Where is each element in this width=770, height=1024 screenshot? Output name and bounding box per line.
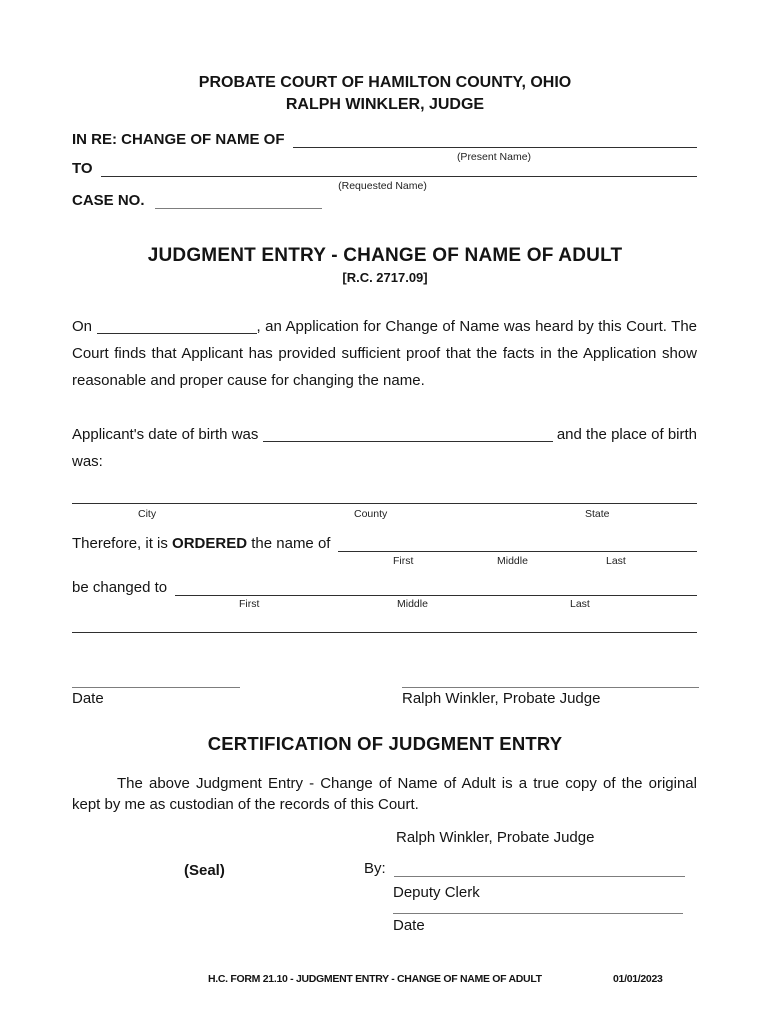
to-row xyxy=(72,160,697,177)
judge-signature-label: Ralph Winkler, Probate Judge xyxy=(402,690,601,707)
deputy-clerk-label: Deputy Clerk xyxy=(393,884,480,901)
certification-date-label: Date xyxy=(393,917,425,934)
ordered-name-labels xyxy=(72,555,697,569)
judge-name-header: RALPH WINKLER, JUDGE xyxy=(285,96,485,113)
in-re-label: IN RE: CHANGE OF NAME OF xyxy=(72,131,285,148)
birth-place-field[interactable] xyxy=(72,503,697,524)
to-label: TO xyxy=(72,160,93,177)
certification-heading: CERTIFICATION OF JUDGMENT ENTRY xyxy=(207,733,563,754)
document-title-block xyxy=(0,245,770,285)
judgment-paragraph-line2: Court finds that Applicant has provided sufficient proof that the facts in the Application show xyxy=(72,345,697,362)
middle-name-label: Middle xyxy=(497,555,528,567)
p2-pre-text: Applicant's date of birth was xyxy=(72,426,259,443)
present-name-field[interactable] xyxy=(293,131,698,148)
hearing-date-field[interactable] xyxy=(97,320,257,334)
middle-name-label: Middle xyxy=(397,598,428,610)
seal-label: (Seal) xyxy=(184,862,225,879)
birth-paragraph-line2: was: xyxy=(72,453,103,470)
changed-name-labels xyxy=(72,598,697,612)
form-footer xyxy=(0,973,770,993)
form-id: H.C. FORM 21.10 - JUDGMENT ENTRY - CHANGE OF NAME OF ADULT xyxy=(208,973,542,985)
deputy-clerk-signature-field[interactable] xyxy=(394,860,685,877)
certification-judge-name: Ralph Winkler, Probate Judge xyxy=(396,829,595,846)
by-signature-row xyxy=(364,860,685,877)
judgment-paragraph-line3: reasonable and proper cause for changing the name. xyxy=(72,372,425,389)
judgment-paragraph-line1 xyxy=(72,313,697,340)
signature-row xyxy=(72,671,697,711)
p1-rest-text: , an Application for Change of Name was heard by this Court. The xyxy=(256,318,697,335)
p2-post-text: and the place of birth xyxy=(556,426,698,443)
present-name-hint: (Present Name) xyxy=(456,151,532,163)
document-title: JUDGMENT ENTRY - CHANGE OF NAME OF ADULT xyxy=(147,245,623,266)
extra-name-field[interactable] xyxy=(72,632,697,635)
birth-date-field[interactable] xyxy=(263,428,553,442)
case-no-label: CASE NO. xyxy=(72,192,145,209)
ordered-row xyxy=(72,535,697,552)
form-revision-date: 01/01/2023 xyxy=(613,973,663,985)
judgment-paragraph xyxy=(72,313,697,394)
case-no-field[interactable] xyxy=(155,192,322,209)
changed-name-field[interactable] xyxy=(175,579,697,596)
birth-paragraph-line1 xyxy=(72,421,697,448)
judge-signature-block xyxy=(402,671,699,707)
changed-to-label: be changed to xyxy=(72,579,168,596)
p1-on-text: On xyxy=(72,318,93,335)
city-label: City xyxy=(138,508,157,520)
in-re-row xyxy=(72,131,697,148)
requested-name-field[interactable] xyxy=(101,160,697,177)
certification-date-field[interactable] xyxy=(393,913,683,916)
requested-name-hint: (Requested Name) xyxy=(338,180,427,192)
court-header xyxy=(0,72,770,116)
ordered-name-field[interactable] xyxy=(338,535,697,552)
first-name-label: First xyxy=(393,555,414,567)
first-name-label: First xyxy=(239,598,260,610)
certification-paragraph: The above Judgment Entry - Change of Name of Adult is a true copy of the original kept by me as custodian of the records of this Court. xyxy=(72,775,697,813)
date-signature-block xyxy=(72,671,240,707)
changed-to-row xyxy=(72,579,697,596)
date-signed-label: Date xyxy=(72,690,104,707)
judge-signature-field[interactable] xyxy=(402,671,699,688)
state-label: State xyxy=(585,508,610,520)
court-name: PROBATE COURT OF HAMILTON COUNTY, OHIO xyxy=(198,74,572,91)
ordered-pre-text: Therefore, it is xyxy=(72,535,168,552)
last-name-label: Last xyxy=(570,598,590,610)
statute-reference: [R.C. 2717.09] xyxy=(342,270,428,285)
birth-paragraph xyxy=(72,421,697,475)
case-no-row xyxy=(72,192,352,209)
date-signed-field[interactable] xyxy=(72,671,240,688)
county-label: County xyxy=(354,508,388,520)
by-label: By: xyxy=(364,860,386,877)
ordered-word: ORDERED xyxy=(172,535,248,552)
ordered-post-text: the name of xyxy=(251,535,331,552)
last-name-label: Last xyxy=(606,555,626,567)
